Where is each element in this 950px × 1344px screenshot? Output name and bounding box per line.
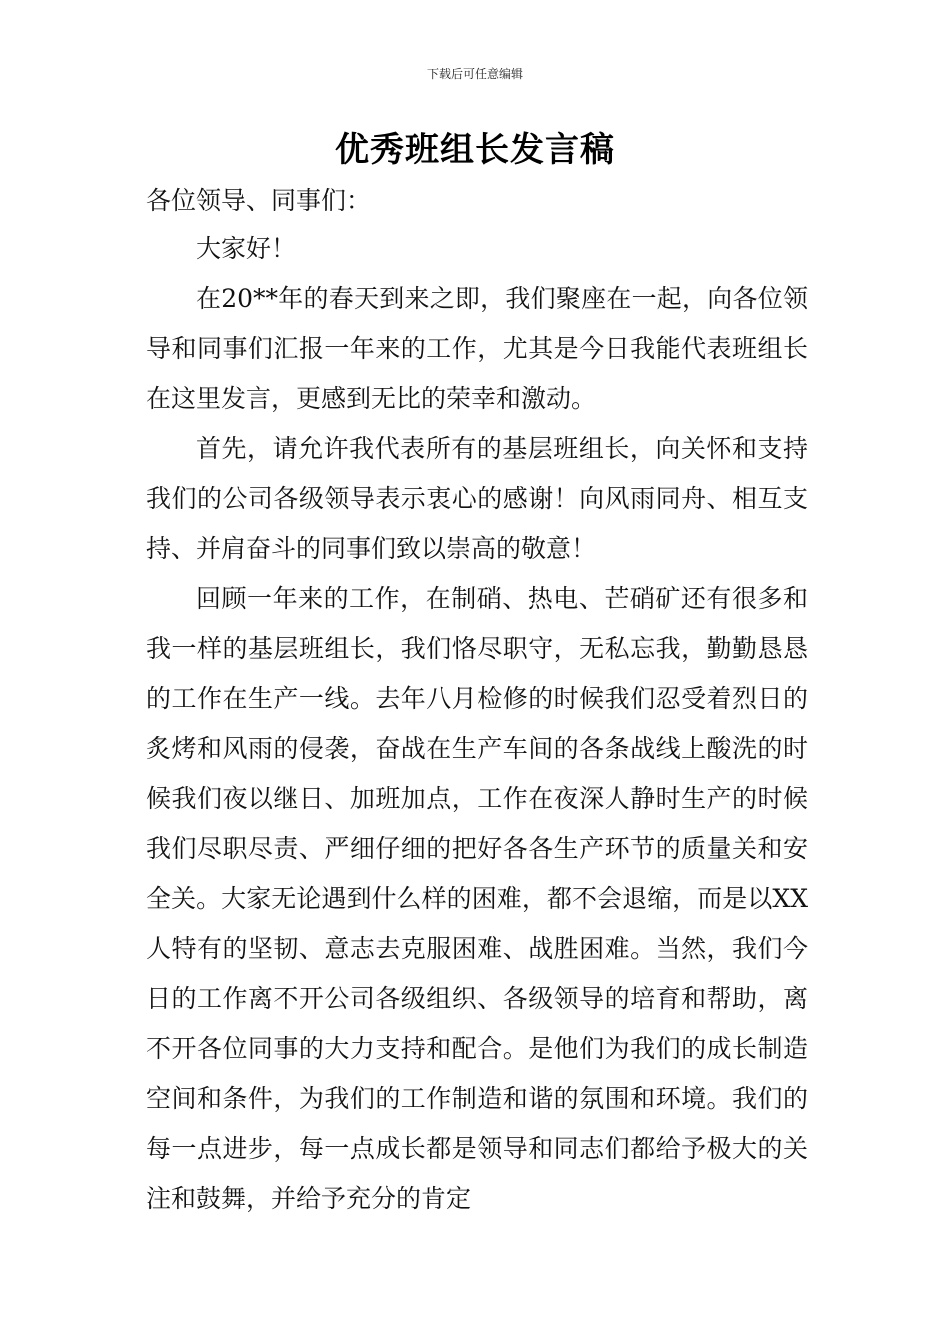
paragraph-greeting: 大家好！ (196, 234, 297, 263)
paragraph-intro: 在20**年的春天到来之即，我们聚座在一起，向各位领导和同事们汇报一年来的工作，尤其是今日我能代表班组长在这里发言，更感到无比的荣幸和激动。 (146, 284, 808, 413)
document-title: 优秀班组长发言稿 (335, 130, 615, 170)
salutation-block (146, 176, 808, 226)
salutation: 各位领导、同事们： (146, 186, 372, 215)
paragraph-review: 回顾一年来的工作，在制硝、热电、芒硝矿还有很多和我一样的基层班组长，我们恪尽职守，无私忘我，勤勤恳恳的工作在生产一线。去年八月检修的时候我们忍受着烈日的炙烤和风雨的侵袭，奋战在生产车间的各条战线上酸洗的时候我们夜以继日、加班加点，工作在夜深人静时生产的时候我们尽职尽责、严细仔细的把好各各生产环节的质量关和安全关。大家无论遇到什么样的困难，都不会退缩，而是以XX人特有的坚韧、意志去克服困难、战胜困难。当然，我们今日的工作离不开公司各级组织、各级领导的培育和帮助，离不开各位同事的大力支持和配合。是他们为我们的成长制造空间和条件，为我们的工作制造和谐的氛围和环境。我们的每一点进步，每一点成长都是领导和同志们都给予极大的关注和鼓舞，并给予充分的肯定 (146, 584, 808, 1213)
speech-body (146, 224, 808, 1224)
header-note: 下载后可任意编辑 (426, 67, 523, 81)
paragraph-thanks: 首先，请允许我代表所有的基层班组长，向关怀和支持我们的公司各级领导表示衷心的感谢！向风雨同舟、相互支持、并肩奋斗的同事们致以崇高的敬意！ (146, 434, 808, 563)
